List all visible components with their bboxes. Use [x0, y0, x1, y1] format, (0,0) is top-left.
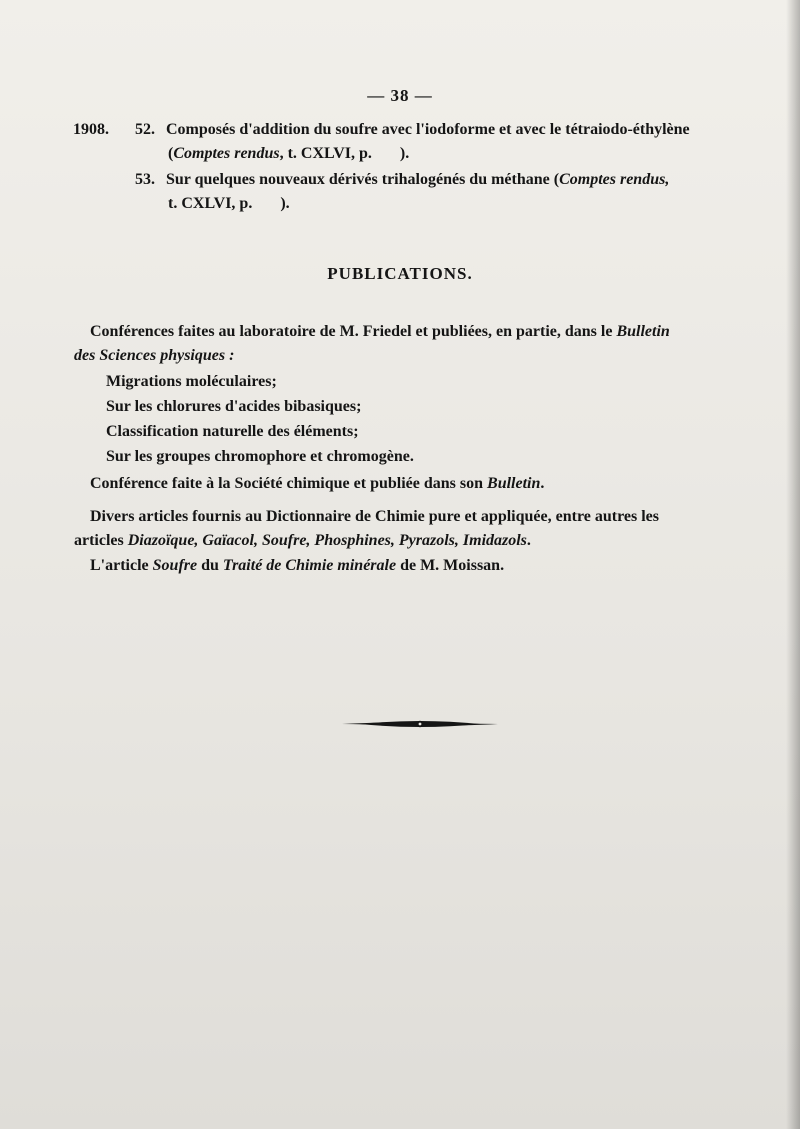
page-edge-shadow [786, 0, 800, 1129]
journal-name: des Sciences physiques : [74, 347, 235, 364]
conference-item: Classification naturelle des éléments; [106, 423, 359, 440]
entry-52-line-1 [73, 120, 690, 140]
page-number: — 38 — [367, 86, 433, 105]
journal-name: Bulletin [616, 323, 670, 340]
entry-title: Sur quelques nouveaux dérivés trihalogénés du méthane ( [166, 171, 560, 188]
entry-title: Composés d'addition du soufre avec l'iodoforme et avec le tétraiodo-éthylène [166, 121, 690, 138]
journal-name: Comptes rendus, [559, 171, 670, 188]
entry-52-line-2: (Comptes rendus, t. CXLVI, p. ). [168, 145, 410, 162]
publications-p3-line-2: articles Diazoïque, Gaïacol, Soufre, Phosphines, Pyrazols, Imidazols. [74, 532, 531, 549]
publications-p4: L'article Soufre du Traité de Chimie minérale de M. Moissan. [90, 557, 505, 574]
publications-p1-line-1: Conférences faites au laboratoire de M. Friedel et publiées, en partie, dans le Bulletin [90, 323, 670, 340]
conference-item: Migrations moléculaires; [106, 373, 277, 390]
article-title: Soufre [152, 557, 198, 574]
citation-volume: t. CXLVI, p. ). [168, 195, 290, 212]
publications-p1-line-2 [74, 346, 234, 366]
publications-p2: Conférence faite à la Société chimique et publiée dans son Bulletin. [90, 475, 545, 492]
entry-53-line-1 [135, 170, 669, 190]
conference-item: Sur les chlorures d'acides bibasiques; [106, 398, 362, 415]
entry-year: 1908. [73, 121, 109, 138]
conference-item: Sur les groupes chromophore et chromogène. [106, 448, 414, 465]
book-title: Traité de Chimie minérale [222, 557, 397, 574]
entry-number: 52. [135, 121, 155, 138]
entry-number: 53. [135, 171, 155, 188]
journal-name: Comptes rendus [173, 145, 280, 162]
publications-heading: PUBLICATIONS. [327, 264, 473, 283]
journal-name: Bulletin [487, 475, 541, 492]
entry-53-line-2 [168, 194, 290, 214]
fleuron-rule-ornament-icon [340, 714, 500, 734]
citation-volume: , t. CXLVI, p. ). [279, 145, 410, 162]
article-titles: Diazoïque, Gaïacol, Soufre, Phosphines, Pyrazols, Imidazols [127, 532, 527, 549]
publications-p3-line-1: Divers articles fournis au Dictionnaire de Chimie pure et appliquée, entre autres les [90, 508, 659, 525]
